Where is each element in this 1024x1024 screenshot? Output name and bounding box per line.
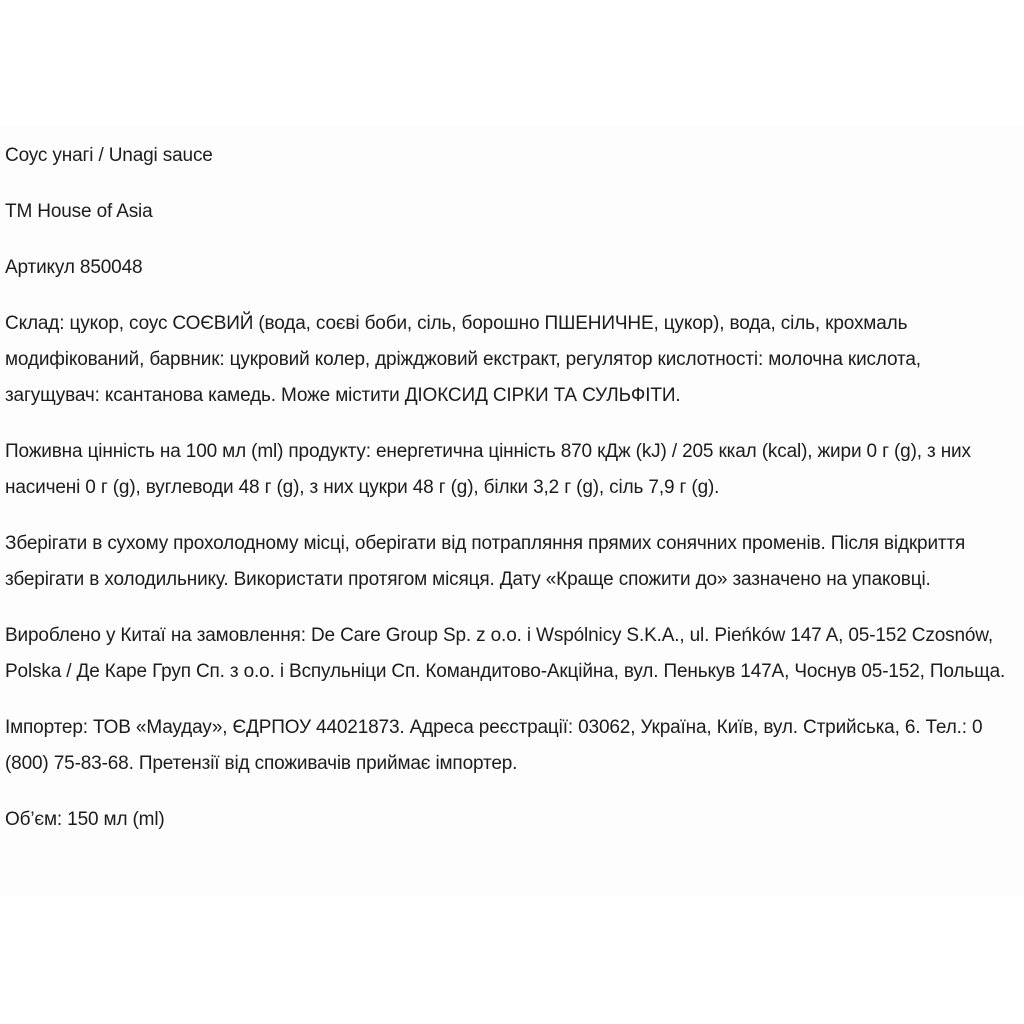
- ingredients-paragraph: Склад: цукор, соус СОЄВИЙ (вода, соєві боби, сіль, борошно ПШЕНИЧНЕ, цукор), вода, сіль, крохмаль модифікований, барвник: цукровий колер, дріжджовий екстракт, регулятор кислотності: молочна кислота, загущувач: ксантанова камедь. Може містити ДІОКСИД СІРКИ ТА СУЛЬФІТИ.: [5, 313, 921, 406]
- manufacturer-paragraph: Вироблено у Китаї на замовлення: De Care Group Sp. z o.o. i Wspólnicy S.K.A., ul. Pieńków 147 A, 05-152 Czosnów, Polska / Де Каре Груп Сп. з о.о. і Вспульніци Сп. Командитово-Акційна, вул. Пенькув 147А, Чоснув 05-152, Польща.: [5, 625, 1006, 682]
- brand-line: ТМ House of Asia: [5, 201, 153, 222]
- product-label-text: [5, 138, 1019, 858]
- volume-line: Об’єм: 150 мл (ml): [5, 809, 165, 830]
- storage-paragraph: Зберігати в сухому прохолодному місці, оберігати від потрапляння прямих сонячних променів. Після відкриття зберігати в холодильнику. Використати протягом місяця. Дату «Краще спожити до» зазначено на упаковці.: [5, 533, 966, 590]
- product-title: Соус унагі / Unagi sauce: [5, 145, 213, 166]
- article-number: Артикул 850048: [5, 257, 143, 278]
- importer-paragraph: Імпортер: ТОВ «Маудау», ЄДРПОУ 44021873. Адреса реєстрації: 03062, Україна, Київ, вул. Стрийська, 6. Тел.: 0 (800) 75-83-68. Претензії від споживачів приймає імпортер.: [5, 717, 983, 774]
- nutrition-paragraph: Поживна цінність на 100 мл (ml) продукту: енергетична цінність 870 кДж (kJ) / 205 ккал (kcal), жири 0 г (g), з них насичені 0 г (g), вуглеводи 48 г (g), з них цукри 48 г (g), білки 3,2 г (g), сіль 7,9 г (g).: [5, 441, 971, 498]
